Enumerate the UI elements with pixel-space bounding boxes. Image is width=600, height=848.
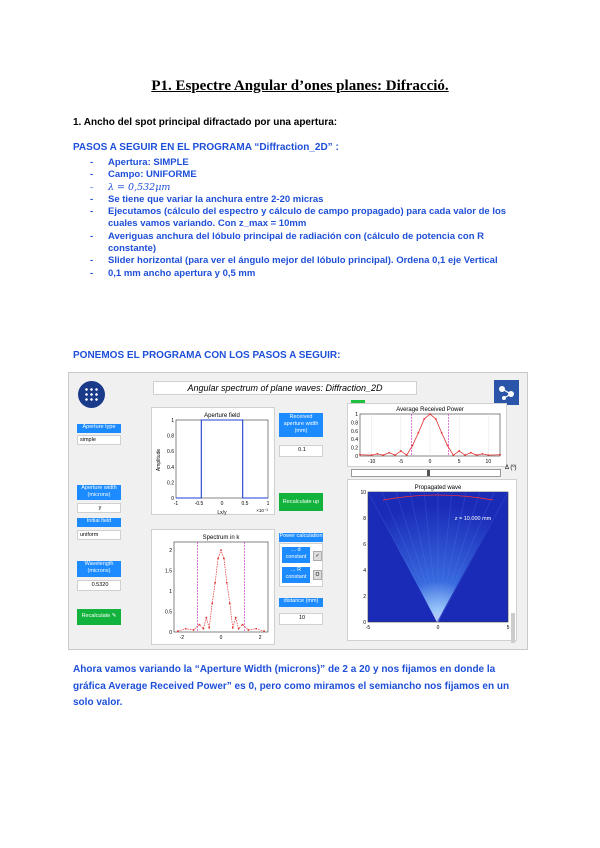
data-point — [406, 454, 408, 456]
y-tick-label: 0 — [171, 496, 174, 502]
step-item: - Campo: UNIFORME — [90, 169, 530, 181]
x-tick-label: 5 — [506, 625, 510, 631]
data-point — [226, 582, 228, 584]
y-tick-label: 0.2 — [167, 480, 174, 487]
data-point — [400, 450, 402, 452]
chart-title: Spectrum in k — [202, 535, 240, 541]
y-tick-label: 8 — [363, 516, 366, 522]
wavelength-input[interactable]: 0.5320 — [77, 580, 121, 591]
university-logo-icon — [78, 381, 105, 408]
aperture-width-input[interactable]: y — [77, 503, 121, 513]
data-point — [470, 452, 472, 454]
data-point — [232, 627, 234, 629]
step-item: - Ejecutamos (cálculo del espectro y cálculo de campo propagado) para cada valor de los cuales vamos variando. Con z_max = 10mm — [90, 206, 530, 231]
data-point — [199, 624, 201, 626]
data-point — [394, 454, 396, 456]
data-point — [447, 445, 449, 447]
data-point — [417, 432, 419, 434]
received-aperture-input[interactable]: 0.1 — [279, 445, 323, 457]
toggle-check-icon[interactable]: ✓ — [313, 551, 322, 561]
data-point — [208, 627, 210, 629]
vertical-slider[interactable] — [511, 613, 515, 643]
page-title: P1. Espectre Angular d’ones planes: Difracció. — [151, 78, 449, 94]
step-item: - Se tiene que variar la anchura entre 2-20 micras — [90, 194, 530, 206]
data-point — [255, 628, 257, 630]
distance-input[interactable]: 10 — [279, 613, 323, 625]
spectrum-panel — [151, 529, 275, 645]
x-tick-label: 0 — [220, 501, 224, 507]
x-tick-label: -1 — [173, 501, 179, 507]
y-tick-label: 0 — [169, 630, 172, 636]
x-tick-label: 0 — [436, 625, 440, 631]
aperture-field-panel — [151, 407, 275, 515]
x-tick-label: -2 — [179, 635, 185, 641]
app-window-title: Angular spectrum of plane waves: Diffraction_2D — [153, 381, 417, 395]
power-calculation-label: Power calculation — [279, 533, 323, 542]
data-point — [235, 617, 237, 619]
data-point — [238, 628, 240, 630]
series-line — [178, 550, 264, 631]
y-tick-label: 0.4 — [351, 437, 358, 444]
aperture-width-label: Aperture width (microns) — [77, 485, 121, 500]
data-point — [452, 454, 454, 456]
propagated-wave-chart — [348, 480, 518, 642]
data-point — [223, 557, 225, 559]
slider-thumb[interactable] — [427, 470, 430, 476]
diffraction-app-screenshot — [68, 372, 528, 650]
propagated-wave-panel — [347, 479, 517, 641]
question-1-heading: 1. Ancho del spot principal difractado por una apertura: — [73, 117, 338, 128]
recalculate-up-button[interactable]: Recalculate up — [279, 493, 323, 511]
x-tick-label: 0 — [219, 635, 223, 641]
y-tick-label: 1.5 — [165, 568, 172, 575]
data-point — [214, 582, 216, 584]
step-item: - Apertura: SIMPLE — [90, 157, 530, 169]
y-tick-label: 0.5 — [165, 609, 172, 616]
y-tick-label: 1 — [171, 418, 174, 424]
data-point — [487, 454, 489, 456]
final-paragraph: Ahora vamos variando la “Aperture Width (microns)” de 2 a 20 y nos fijamos en donde la gráfica Average Received Power” es 0, pero como miramos el semiancho nos fijamos en un solo valor. — [73, 664, 510, 708]
plot-frame — [174, 542, 268, 632]
step-item: - 0,1 mm ancho apertura y 0,5 mm — [90, 268, 530, 280]
data-point — [371, 454, 373, 456]
y-tick-label: 4 — [363, 568, 366, 574]
recalculate-button[interactable]: Recalculate ✎ — [77, 609, 121, 625]
x-axis-label: Lx/y — [217, 510, 227, 516]
data-point — [464, 454, 466, 456]
data-point — [499, 454, 501, 456]
step-item: - λ = 0,532μm — [90, 182, 530, 194]
x-tick-label: 10 — [485, 459, 492, 465]
y-tick-label: 6 — [363, 542, 366, 548]
x-tick-label: -5 — [365, 625, 371, 631]
data-point — [229, 602, 231, 604]
data-point — [211, 602, 213, 604]
steps-heading: PASOS A SEGUIR EN EL PROGRAMA “Diffraction_2D” : — [73, 142, 339, 153]
y-tick-label: 0.8 — [167, 433, 174, 440]
data-point — [220, 549, 222, 551]
x-tick-label: 1 — [266, 501, 270, 507]
plot-frame — [176, 420, 268, 498]
data-point — [458, 450, 460, 452]
data-point — [476, 454, 478, 456]
data-point — [441, 432, 443, 434]
y-tick-label: 0 — [363, 620, 366, 626]
data-point — [359, 454, 361, 456]
data-point — [377, 453, 379, 455]
y-tick-label: 10 — [360, 490, 366, 496]
data-point — [429, 413, 431, 415]
power-option-r-constant[interactable]: ... R constant — [282, 567, 310, 583]
y-tick-label: 0.2 — [351, 445, 358, 452]
step-item: - Averiguas anchura del lóbulo principal de radiación con (cálculo de potencia con R constante) — [90, 231, 530, 256]
aperture-type-select[interactable]: simple — [77, 435, 121, 445]
step-item: - Slider horizontal (para ver el ángulo mejor del lóbulo principal). Ordena 0,1 eje Vertical — [90, 255, 530, 267]
power-calculation-group — [279, 543, 323, 587]
x-tick-label: 5 — [457, 459, 461, 465]
data-point — [248, 629, 250, 631]
x-scale-label: ×10⁻³ — [256, 508, 268, 513]
y-tick-label: 0.6 — [351, 428, 358, 435]
initial-field-select[interactable]: uniform — [77, 530, 121, 540]
data-point — [202, 628, 204, 630]
initial-field-label: Initial field — [77, 518, 121, 527]
data-point — [388, 452, 390, 454]
wavelength-label: Wavelength (microns) — [77, 561, 121, 577]
y-tick-label: 1 — [169, 589, 172, 596]
y-tick-label: 0.8 — [351, 420, 358, 427]
data-point — [412, 445, 414, 447]
y-tick-label: 2 — [169, 548, 172, 555]
y-tick-label: 0.6 — [167, 449, 174, 456]
y-tick-label: 0 — [355, 454, 358, 460]
aperture-type-label: Aperture type — [77, 424, 121, 433]
program-heading: PONEMOS EL PROGRAMA CON LOS PASOS A SEGUIR: — [73, 350, 341, 361]
spectrum-chart — [152, 530, 276, 646]
data-point — [217, 557, 219, 559]
data-point — [193, 629, 195, 631]
data-point — [185, 628, 187, 630]
toggle-off-icon[interactable]: O — [313, 570, 322, 580]
angle-slider[interactable] — [351, 469, 501, 477]
data-point — [482, 453, 484, 455]
distance-label: distance (mm) — [279, 598, 323, 607]
data-point — [242, 624, 244, 626]
data-point — [177, 630, 179, 632]
chart-title: Propagated wave — [414, 485, 462, 491]
chart-title: Aperture field — [204, 413, 240, 419]
chart-title: Average Received Power — [396, 407, 464, 413]
data-point — [423, 418, 425, 420]
x-tick-label: 0 — [428, 459, 432, 465]
data-point — [382, 454, 384, 456]
molecule-logo-icon — [494, 380, 519, 405]
y-tick-label: 1 — [355, 412, 358, 418]
data-point — [435, 418, 437, 420]
steps-list — [90, 157, 530, 280]
x-tick-label: -10 — [368, 459, 376, 465]
z-annotation: z = 10.000 mm — [454, 516, 492, 522]
average-power-chart — [348, 404, 508, 468]
aperture-field-chart — [152, 408, 276, 516]
x-tick-label: -0.5 — [194, 501, 204, 507]
series-line — [176, 420, 268, 498]
data-point — [205, 617, 207, 619]
y-axis-label: Amplitude — [156, 448, 162, 472]
x-tick-label: 2 — [258, 635, 262, 641]
x-tick-label: 0.5 — [241, 501, 249, 507]
y-tick-label: 2 — [363, 594, 366, 600]
y-tick-label: 0.4 — [167, 464, 174, 471]
data-point — [263, 630, 265, 632]
average-power-panel — [347, 403, 507, 467]
angle-label: Δ (º) — [505, 465, 517, 471]
x-tick-label: -5 — [398, 459, 404, 465]
power-option-d-constant[interactable]: ... d constant — [282, 547, 310, 563]
received-aperture-label: Received aperture width (mm) — [279, 413, 323, 437]
